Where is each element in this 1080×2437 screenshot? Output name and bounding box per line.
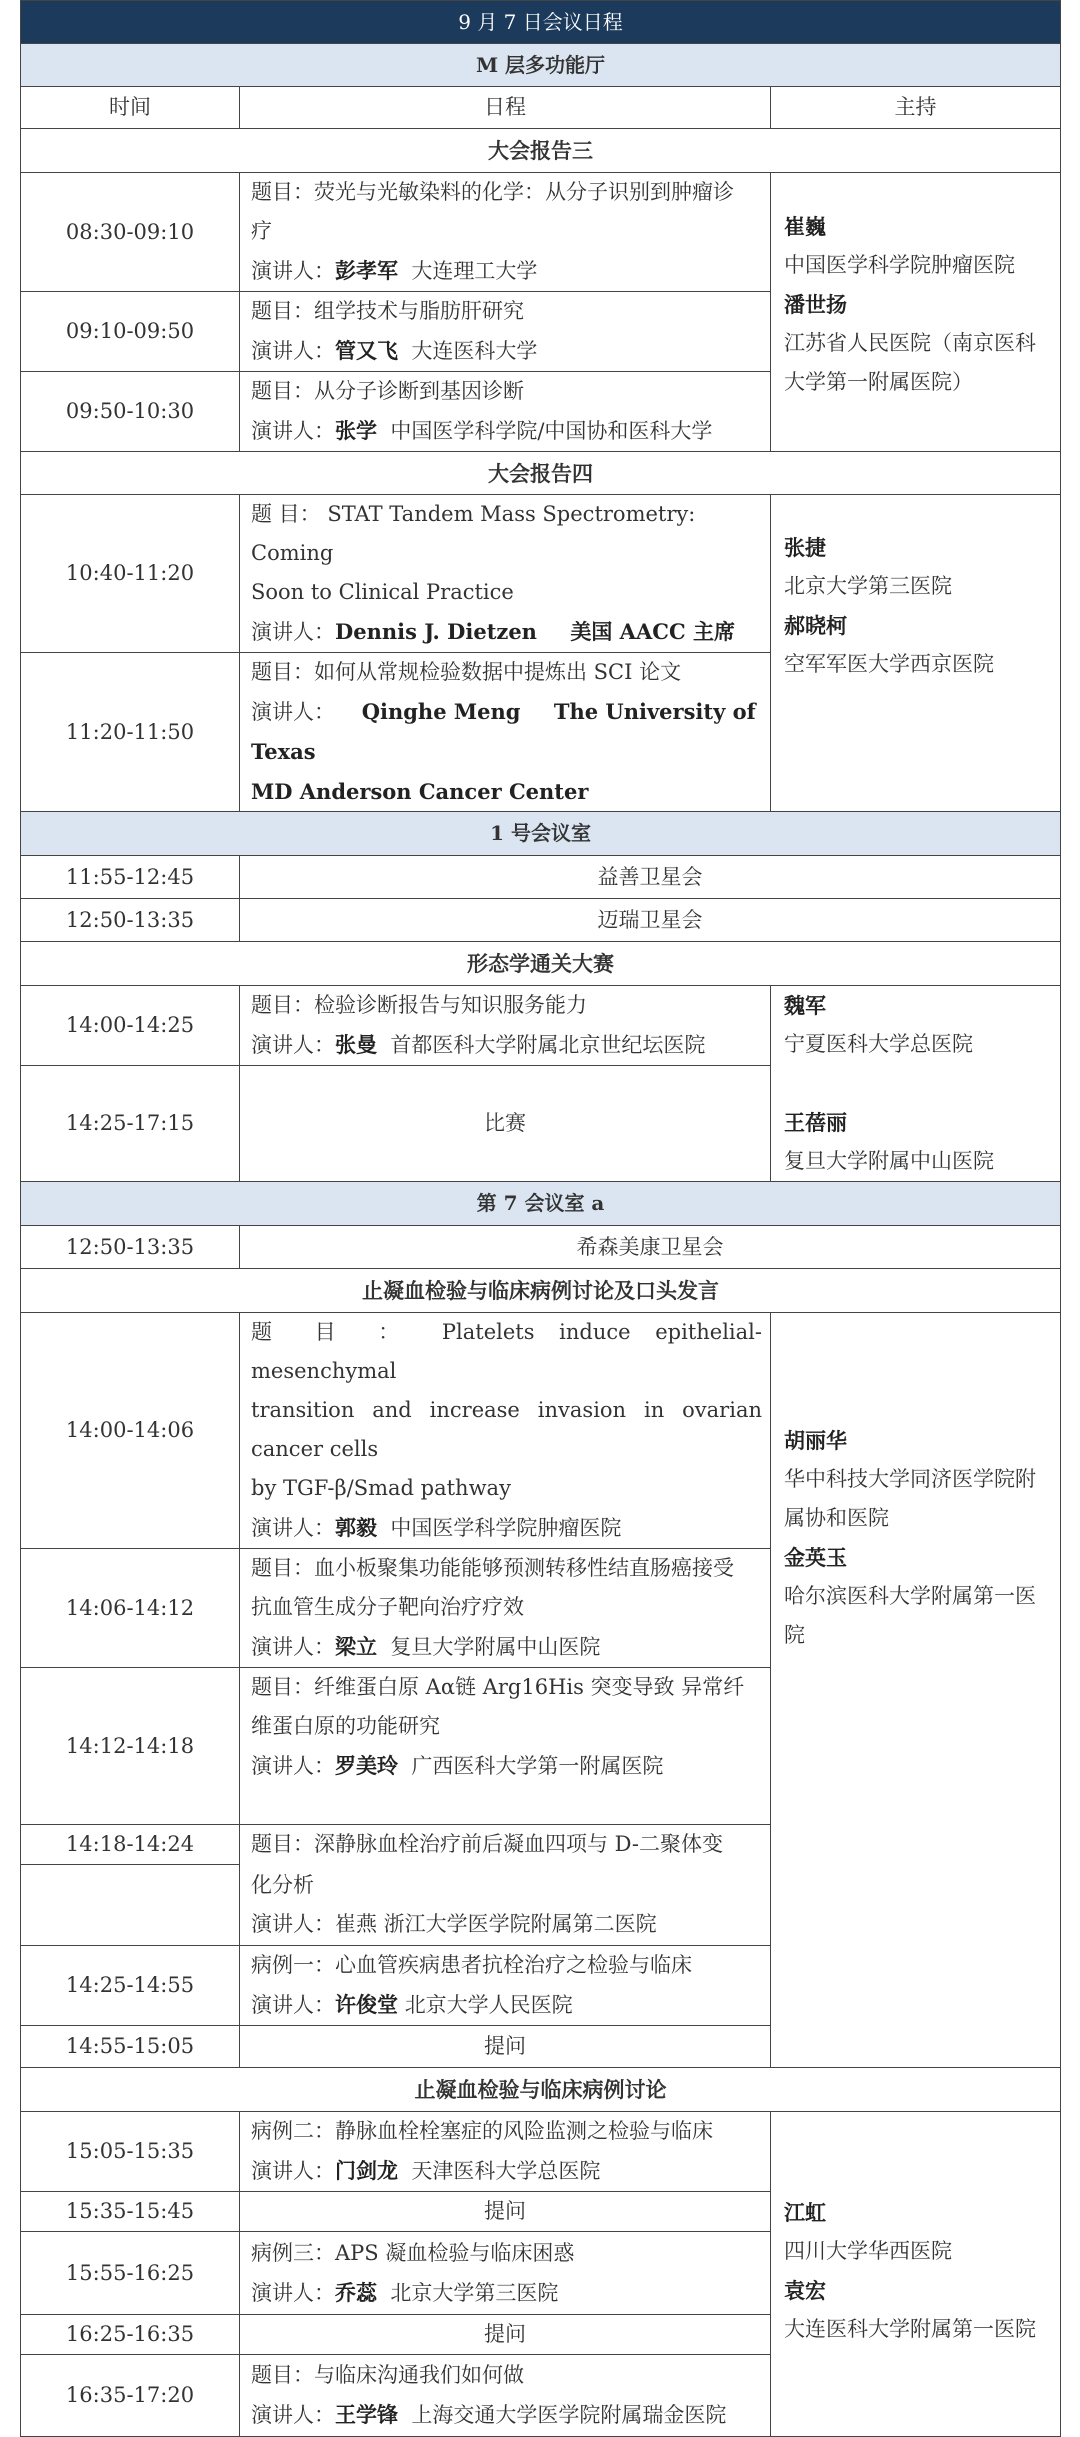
time-1040: 10:40-11:20 (21, 495, 240, 653)
venue-room-7a: 第 7 会议室 a (21, 1182, 1061, 1226)
time-1155: 11:55-12:45 (21, 856, 240, 899)
venue-room-1: 1 号会议室 (21, 812, 1061, 856)
program-r11: 题 目 ： Platelets induce epithelial-mesenchymal transition and increase invasion in ovarian cancer cells by TGF-β/Smad pathway 演讲人：郭毅 中国医学科学院肿瘤医院 (240, 1313, 771, 1549)
program-r17: 病例二：静脉血栓栓塞症的风险监测之检验与临床 演讲人：门剑龙 天津医科大学总医院 (240, 2112, 771, 2192)
event-sysmex: 希森美康卫星会 (240, 1226, 1061, 1269)
time-1455: 14:55-15:05 (21, 2026, 240, 2068)
time-1635: 16:35-17:20 (21, 2355, 240, 2437)
time-1400-b: 14:00-14:06 (21, 1313, 240, 1549)
event-question-2: 提问 (240, 2192, 771, 2232)
event-yishan: 益善卫星会 (240, 856, 1061, 899)
program-r8: 题目：检验诊断报告与知识服务能力 演讲人：张曼 首都医科大学附属北京世纪坛医院 (240, 986, 771, 1066)
event-question-3: 提问 (240, 2315, 771, 2355)
event-competition: 比赛 (240, 1066, 771, 1182)
event-question-1: 提问 (240, 2026, 771, 2068)
time-1505: 15:05-15:35 (21, 2112, 240, 2192)
host-block-2: 张捷 北京大学第三医院 郝晓柯 空军军医大学西京医院 (771, 495, 1061, 812)
time-1625: 16:25-16:35 (21, 2315, 240, 2355)
time-1120: 11:20-11:50 (21, 653, 240, 812)
time-1425-a: 14:25-17:15 (21, 1066, 240, 1182)
time-1418: 14:18-14:24 (21, 1825, 240, 1865)
speaker-name: 彭孝军 (335, 258, 398, 283)
venue-m: M 层多功能厅 (21, 44, 1061, 87)
host-empty (771, 1865, 1061, 2068)
section-morphology: 形态学通关大赛 (21, 942, 1061, 986)
section-report-3: 大会报告三 (21, 129, 1061, 173)
header-host: 主持 (771, 87, 1061, 129)
program-r13: 题目：纤维蛋白原 Aα链 Arg16His 突变导致 异常纤 维蛋白原的功能研究 演讲人：罗美玲 广西医科大学第一附属医院 (240, 1668, 771, 1825)
section-coagulation-1: 止凝血检验与临床病例讨论及口头发言 (21, 1269, 1061, 1313)
header-time: 时间 (21, 87, 240, 129)
time-0830: 08:30-09:10 (21, 173, 240, 292)
time-1555: 15:55-16:25 (21, 2232, 240, 2315)
time-1535: 15:35-15:45 (21, 2192, 240, 2232)
program-r14-rest: 化分析 演讲人：崔燕 浙江大学医学院附属第二医院 (240, 1865, 771, 1946)
program-r15: 病例一：心血管疾病患者抗栓治疗之检验与临床 演讲人：许俊堂 北京大学人民医院 (240, 1946, 771, 2026)
event-mindray: 迈瑞卫星会 (240, 899, 1061, 942)
program-r3: 题目：从分子诊断到基因诊断 演讲人：张学 中国医学科学院/中国协和医科大学 (240, 372, 771, 452)
program-r21: 题目：与临床沟通我们如何做 演讲人：王学锋 上海交通大学医学院附属瑞金医院 (240, 2355, 771, 2437)
program-r12: 题目：血小板聚集功能能够预测转移性结直肠癌接受 抗血管生成分子靶向治疗疗效 演讲人：梁立 复旦大学附属中山医院 (240, 1549, 771, 1668)
program-r4: 题 目： STAT Tandem Mass Spectrometry: Coming Soon to Clinical Practice 演讲人：Dennis J. Dietzen 美国 AACC 主席 (240, 495, 771, 653)
section-coagulation-2: 止凝血检验与临床病例讨论 (21, 2068, 1061, 2112)
program-r1: 题目：荧光与光敏染料的化学：从分子识别到肿瘤诊 疗 演讲人：彭孝军 大连理工大学 (240, 173, 771, 292)
time-1412: 14:12-14:18 (21, 1668, 240, 1825)
time-0910: 09:10-09:50 (21, 292, 240, 372)
time-empty (21, 1865, 240, 1946)
section-report-4: 大会报告四 (21, 452, 1061, 495)
time-1400-a: 14:00-14:25 (21, 986, 240, 1066)
schedule-table (20, 0, 1061, 2437)
time-1250-b: 12:50-13:35 (21, 1226, 240, 1269)
time-0950: 09:50-10:30 (21, 372, 240, 452)
header-program: 日程 (240, 87, 771, 129)
time-1425-b: 14:25-14:55 (21, 1946, 240, 2026)
program-r19: 病例三：APS 凝血检验与临床困惑 演讲人：乔蕊 北京大学第三医院 (240, 2232, 771, 2315)
time-1406: 14:06-14:12 (21, 1549, 240, 1668)
host-block-3: 魏军 宁夏医科大学总医院 王蓓丽 复旦大学附属中山医院 (771, 986, 1061, 1182)
program-r14-topic: 题目：深静脉血栓治疗前后凝血四项与 D-二聚体变 (240, 1825, 771, 1865)
schedule-title: 9 月 7 日会议日程 (21, 1, 1061, 44)
host-block-4: 胡丽华 华中科技大学同济医学院附 属协和医院 金英玉 哈尔滨医科大学附属第一医 院 (771, 1313, 1061, 1865)
program-r2: 题目：组学技术与脂肪肝研究 演讲人：管又飞 大连医科大学 (240, 292, 771, 372)
host-block-5: 江虹 四川大学华西医院 袁宏 大连医科大学附属第一医院 (771, 2112, 1061, 2437)
time-1250-a: 12:50-13:35 (21, 899, 240, 942)
host-block-1: 崔巍 中国医学科学院肿瘤医院 潘世扬 江苏省人民医院（南京医科 大学第一附属医院） (771, 173, 1061, 452)
program-r5: 题目：如何从常规检验数据中提炼出 SCI 论文 演讲人： Qinghe Meng The University of Texas MD Anderson Cancer Center (240, 653, 771, 812)
